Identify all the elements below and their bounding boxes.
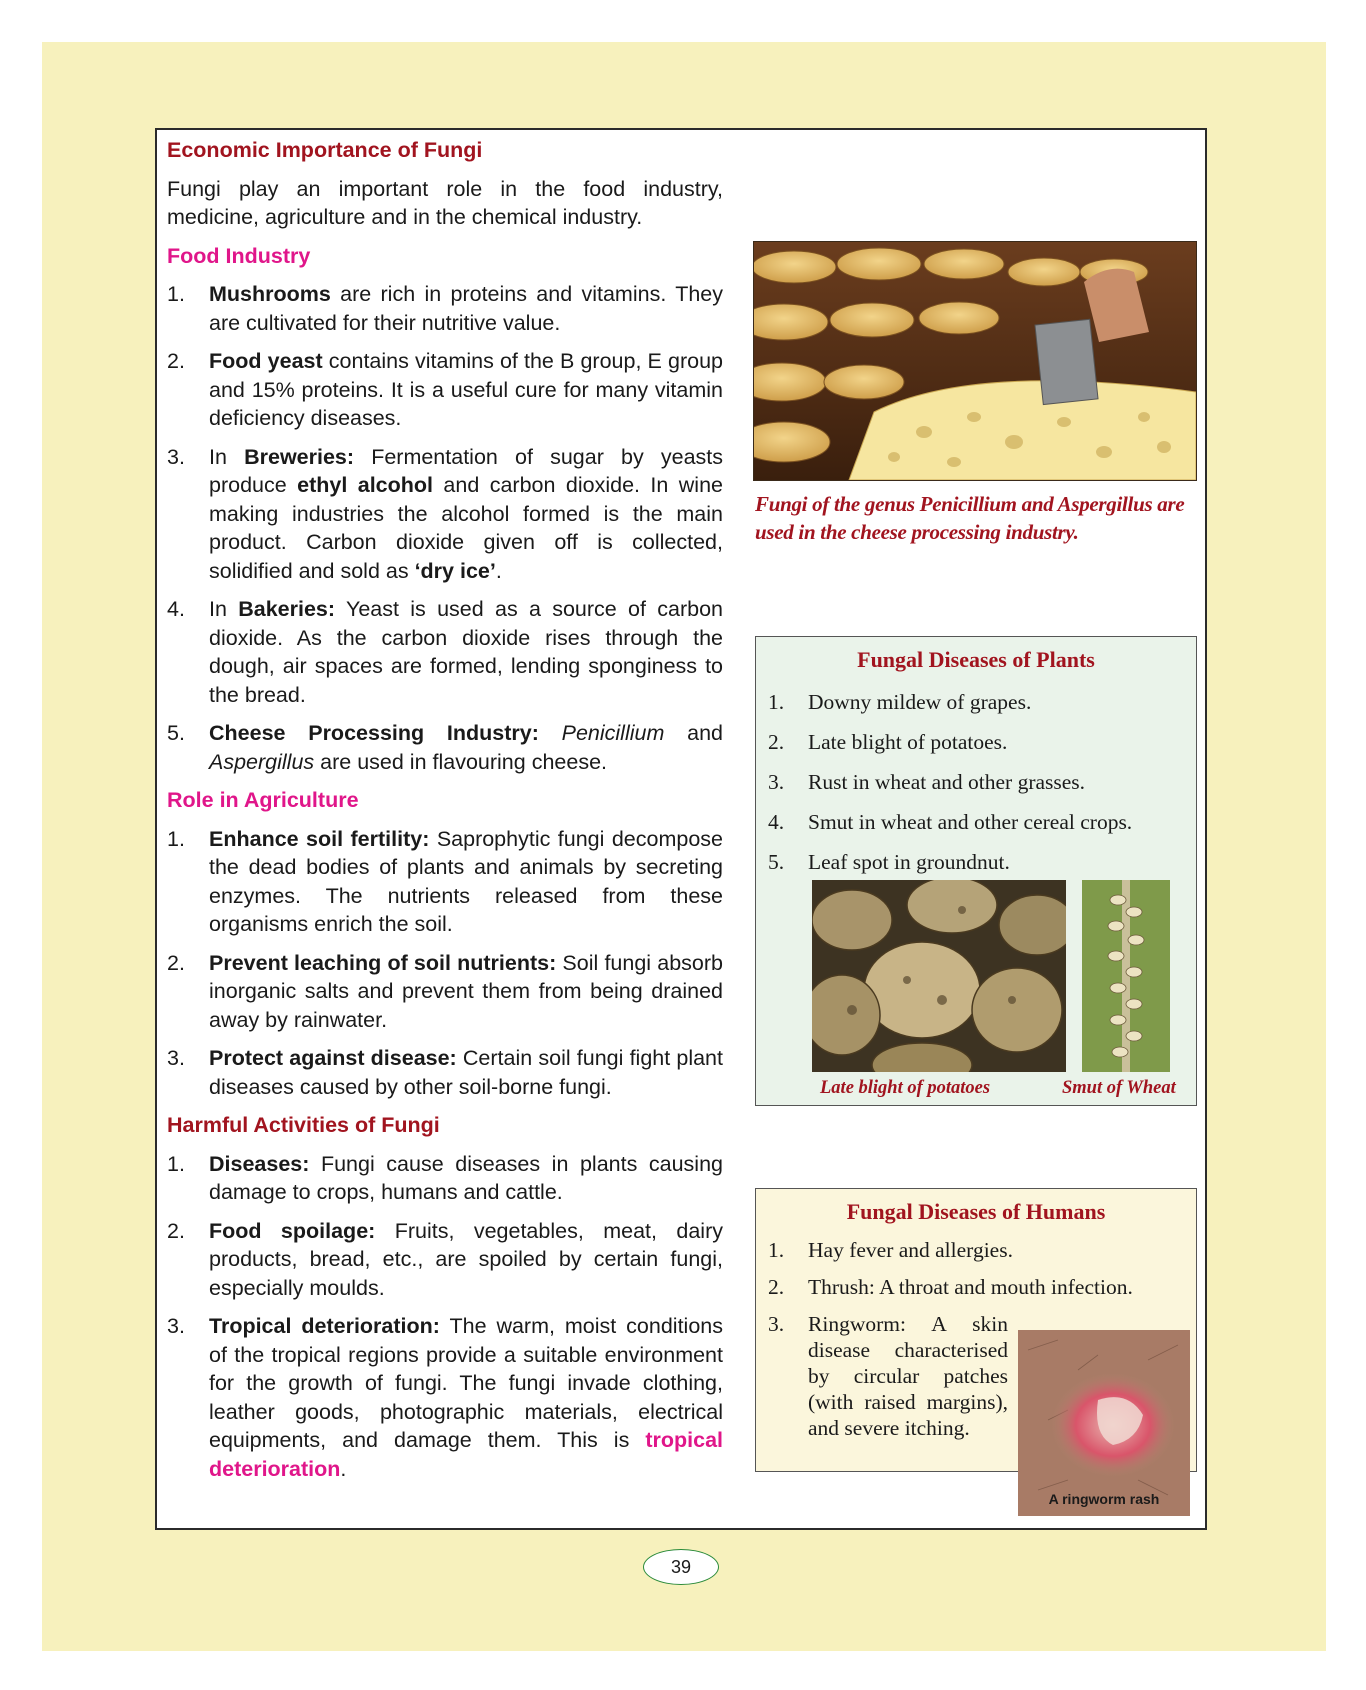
harmful-activities-heading: Harmful Activities of Fungi (167, 1113, 440, 1137)
list-item: 1. Mushrooms are rich in proteins and vitamins. They are cultivated for their nutritive value. (167, 282, 723, 335)
list-item: 2. Food spoilage: Fruits, vegetables, meat, dairy products, bread, etc., are spoiled by certain fungi, especially moulds. (167, 1218, 723, 1300)
plant-diseases-list (768, 689, 1196, 875)
plant-diseases-title: Fungal Diseases of Plants (857, 647, 1095, 672)
list-item: 1. Enhance soil fertility: Saprophytic fungi decompose the dead bodies of plants and animals by secreting enzymes. The nutrients released from these organisms enrich the soil. (167, 826, 724, 936)
list-item: 3. Tropical deterioration: The warm, moist conditions of the tropical regions provide a suitable environment for the growth of fungi. The fungi invade clothing, leather goods, photographic materials, electrical equipments, and damage them. This is tropical deterioration. (167, 1314, 723, 1481)
list-item: 1. Hay fever and allergies. (768, 1238, 1013, 1262)
cheese-photo (753, 241, 1197, 481)
list-item: 3. In Breweries: Fermentation of sugar by yeasts produce ethyl alcohol and carbon dioxide. In wine making industries the alcohol formed is the main product. Carbon dioxide given off is collected, solidified and sold as ‘dry ice’. (167, 444, 724, 583)
list-item: 2. Thrush: A throat and mouth infection. (768, 1275, 1133, 1299)
intro-paragraph: Fungi play an important role in the food industry, medicine, agriculture and in the chemical industry. (167, 176, 723, 229)
list-item: 3. Rust in wheat and other grasses. (768, 770, 1086, 794)
agriculture-heading: Role in Agriculture (167, 788, 359, 812)
list-item: 5. Cheese Processing Industry: Penicillium and Aspergillus are used in flavouring cheese. (167, 721, 723, 774)
agriculture-list (167, 825, 723, 1102)
food-industry-list (167, 280, 723, 776)
human-diseases-title: Fungal Diseases of Humans (846, 1199, 1106, 1224)
harmful-list (167, 1150, 723, 1484)
list-item: 3. Protect against disease: Certain soil fungi fight plant diseases caused by other soil-borne fungi. (167, 1046, 723, 1099)
list-item: 1. Downy mildew of grapes. (768, 690, 1032, 714)
list-item: 2. Late blight of potatoes. (768, 730, 1008, 754)
ringworm-caption: A ringworm rash (1048, 1491, 1160, 1507)
list-item: 4. Smut in wheat and other cereal crops. (768, 810, 1133, 834)
potato-caption: Late blight of potatoes (820, 1078, 991, 1098)
list-item: 1. Diseases: Fungi cause diseases in plants causing damage to crops, humans and cattle. (167, 1151, 723, 1204)
list-item: 5. Leaf spot in groundnut. (768, 850, 1010, 874)
left-column (167, 136, 723, 1493)
potato-blight-photo (812, 880, 1066, 1072)
ringworm-photo (1018, 1330, 1190, 1516)
list-item: 4. In Bakeries: Yeast is used as a source of carbon dioxide. As the carbon dioxide rises through the dough, air spaces are formed, lending sponginess to the bread. (167, 597, 724, 707)
list-item: 2. Food yeast contains vitamins of the B group, E group and 15% proteins. It is a useful cure for many vitamin deficiency diseases. (167, 349, 724, 430)
list-item: 3. Ringworm: A skin disease characterised by circular patches (with raised margins), and severe itching. (768, 1312, 1008, 1440)
wheat-smut-photo (1082, 880, 1170, 1072)
list-item: 2. Prevent leaching of soil nutrients: Soil fungi absorb inorganic salts and prevent them from being drained away by rainwater. (167, 950, 723, 1032)
economic-importance-heading: Economic Importance of Fungi (167, 138, 483, 162)
food-industry-heading: Food Industry (167, 243, 311, 268)
page-number: 39 (643, 1549, 719, 1585)
cheese-caption: Fungi of the genus Penicillium and Aspergillus are used in the cheese processing industry. (755, 492, 1185, 544)
wheat-caption: Smut of Wheat (1062, 1078, 1176, 1098)
